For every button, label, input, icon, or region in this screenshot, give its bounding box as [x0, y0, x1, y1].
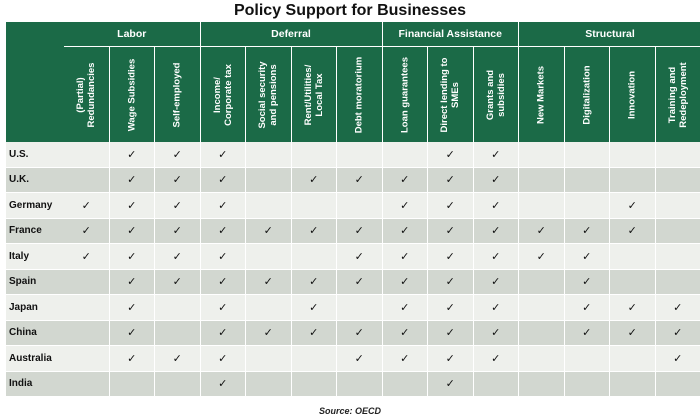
check-mark-cell: ✓ [337, 168, 383, 194]
empty-cell [246, 142, 292, 168]
check-mark-cell: ✓ [383, 168, 429, 194]
check-mark-cell: ✓ [474, 270, 520, 296]
empty-cell [610, 372, 656, 398]
column-header-label: Grants and subsidies [484, 69, 507, 120]
check-mark-cell: ✓ [656, 346, 700, 372]
empty-cell [519, 295, 565, 321]
empty-cell [246, 372, 292, 398]
column-header [428, 46, 474, 142]
check-mark-cell: ✓ [201, 295, 247, 321]
check-mark-cell: ✓ [474, 295, 520, 321]
empty-cell [656, 244, 700, 270]
empty-cell [292, 142, 338, 168]
check-mark-cell: ✓ [201, 168, 247, 194]
empty-cell [610, 270, 656, 296]
check-mark-cell: ✓ [337, 346, 383, 372]
check-mark-cell: ✓ [610, 193, 656, 219]
check-mark-cell: ✓ [474, 244, 520, 270]
table-corner [6, 22, 64, 142]
column-header [519, 46, 565, 142]
empty-cell [565, 346, 611, 372]
column-header-label: Digitalization [581, 64, 593, 125]
check-mark-cell: ✓ [337, 270, 383, 296]
row-header-country: India [6, 372, 64, 398]
check-mark-cell: ✓ [110, 142, 156, 168]
check-mark-cell: ✓ [565, 244, 611, 270]
empty-cell [246, 346, 292, 372]
empty-cell [292, 244, 338, 270]
check-mark-cell: ✓ [155, 346, 201, 372]
check-mark-cell: ✓ [337, 321, 383, 347]
row-header-country: Italy [6, 244, 64, 270]
empty-cell [246, 193, 292, 219]
empty-cell [246, 244, 292, 270]
column-header [337, 46, 383, 142]
check-mark-cell: ✓ [337, 244, 383, 270]
check-mark-cell: ✓ [656, 321, 700, 347]
column-header-label: Innovation [626, 70, 638, 119]
check-mark-cell: ✓ [292, 321, 338, 347]
check-mark-cell: ✓ [337, 219, 383, 245]
column-header-label: Social security and pensions [257, 60, 280, 129]
empty-cell [565, 168, 611, 194]
check-mark-cell: ✓ [155, 244, 201, 270]
check-mark-cell: ✓ [155, 219, 201, 245]
group-header: Deferral [201, 22, 383, 46]
empty-cell [64, 168, 110, 194]
column-header-label: Wage Subsidies [126, 58, 138, 131]
empty-cell [519, 372, 565, 398]
empty-cell [610, 244, 656, 270]
check-mark-cell: ✓ [519, 244, 565, 270]
check-mark-cell: ✓ [383, 193, 429, 219]
check-mark-cell: ✓ [428, 142, 474, 168]
empty-cell [110, 372, 156, 398]
chart-title: Policy Support for Businesses [233, 2, 467, 19]
check-mark-cell: ✓ [383, 295, 429, 321]
check-mark-cell: ✓ [201, 244, 247, 270]
check-mark-cell: ✓ [110, 321, 156, 347]
empty-cell [656, 168, 700, 194]
check-mark-cell: ✓ [428, 193, 474, 219]
column-header [110, 46, 156, 142]
empty-cell [64, 142, 110, 168]
row-header-country: U.S. [6, 142, 64, 168]
row-header-country: China [6, 321, 64, 347]
check-mark-cell: ✓ [201, 321, 247, 347]
empty-cell [519, 346, 565, 372]
empty-cell [656, 142, 700, 168]
empty-cell [337, 193, 383, 219]
check-mark-cell: ✓ [155, 270, 201, 296]
check-mark-cell: ✓ [428, 295, 474, 321]
empty-cell [246, 168, 292, 194]
check-mark-cell: ✓ [428, 168, 474, 194]
column-header [610, 46, 656, 142]
empty-cell [292, 372, 338, 398]
check-mark-cell: ✓ [383, 346, 429, 372]
column-header-label: Training and Redeployment [666, 61, 689, 128]
empty-cell [610, 142, 656, 168]
check-mark-cell: ✓ [292, 219, 338, 245]
check-mark-cell: ✓ [383, 270, 429, 296]
empty-cell [64, 346, 110, 372]
check-mark-cell: ✓ [201, 142, 247, 168]
check-mark-cell: ✓ [110, 219, 156, 245]
empty-cell [383, 142, 429, 168]
empty-cell [519, 321, 565, 347]
column-header-label: Loan guarantees [399, 56, 411, 133]
group-header: Financial Assistance [383, 22, 520, 46]
column-header [383, 46, 429, 142]
row-header-country: Japan [6, 295, 64, 321]
column-header [246, 46, 292, 142]
empty-cell [64, 321, 110, 347]
empty-cell [337, 295, 383, 321]
check-mark-cell: ✓ [201, 372, 247, 398]
column-header-label: Debt moratorium [353, 56, 365, 133]
row-header-country: Germany [6, 193, 64, 219]
column-header-label: Income/ Corporate tax [211, 63, 234, 126]
check-mark-cell: ✓ [474, 168, 520, 194]
row-header-country: Australia [6, 346, 64, 372]
empty-cell [155, 295, 201, 321]
check-mark-cell: ✓ [110, 168, 156, 194]
column-header [201, 46, 247, 142]
empty-cell [656, 219, 700, 245]
check-mark-cell: ✓ [292, 270, 338, 296]
column-header [64, 46, 110, 142]
check-mark-cell: ✓ [428, 270, 474, 296]
check-mark-cell: ✓ [155, 168, 201, 194]
check-mark-cell: ✓ [428, 321, 474, 347]
check-mark-cell: ✓ [565, 295, 611, 321]
column-header [292, 46, 338, 142]
check-mark-cell: ✓ [201, 270, 247, 296]
empty-cell [337, 372, 383, 398]
column-header [155, 46, 201, 142]
column-header-label: New Markets [535, 65, 547, 124]
check-mark-cell: ✓ [64, 244, 110, 270]
group-header: Labor [64, 22, 201, 46]
check-mark-cell: ✓ [519, 219, 565, 245]
empty-cell [656, 372, 700, 398]
check-mark-cell: ✓ [201, 346, 247, 372]
empty-cell [519, 168, 565, 194]
check-mark-cell: ✓ [155, 193, 201, 219]
check-mark-cell: ✓ [383, 321, 429, 347]
column-header [565, 46, 611, 142]
check-mark-cell: ✓ [474, 142, 520, 168]
check-mark-cell: ✓ [246, 321, 292, 347]
empty-cell [155, 372, 201, 398]
check-mark-cell: ✓ [292, 295, 338, 321]
check-mark-cell: ✓ [565, 321, 611, 347]
source-note: Source: OECD [318, 406, 381, 416]
check-mark-cell: ✓ [565, 219, 611, 245]
check-mark-cell: ✓ [383, 244, 429, 270]
check-mark-cell: ✓ [474, 346, 520, 372]
check-mark-cell: ✓ [64, 219, 110, 245]
check-mark-cell: ✓ [110, 244, 156, 270]
check-mark-cell: ✓ [656, 295, 700, 321]
column-header [474, 46, 520, 142]
empty-cell [64, 372, 110, 398]
empty-cell [383, 372, 429, 398]
check-mark-cell: ✓ [110, 270, 156, 296]
check-mark-cell: ✓ [428, 346, 474, 372]
check-mark-cell: ✓ [474, 321, 520, 347]
check-mark-cell: ✓ [428, 372, 474, 398]
empty-cell [292, 193, 338, 219]
check-mark-cell: ✓ [428, 219, 474, 245]
check-mark-cell: ✓ [383, 219, 429, 245]
empty-cell [64, 270, 110, 296]
check-mark-cell: ✓ [110, 193, 156, 219]
column-header-label: Self-employed [171, 62, 183, 127]
check-mark-cell: ✓ [201, 219, 247, 245]
check-mark-cell: ✓ [610, 295, 656, 321]
empty-cell [610, 168, 656, 194]
check-mark-cell: ✓ [610, 219, 656, 245]
column-header-label: Direct lending to SMEs [439, 57, 462, 132]
check-mark-cell: ✓ [246, 270, 292, 296]
check-mark-cell: ✓ [201, 193, 247, 219]
row-header-country: U.K. [6, 168, 64, 194]
empty-cell [337, 142, 383, 168]
check-mark-cell: ✓ [110, 346, 156, 372]
group-header: Structural [519, 22, 700, 46]
check-mark-cell: ✓ [565, 270, 611, 296]
check-mark-cell: ✓ [474, 193, 520, 219]
check-mark-cell: ✓ [292, 168, 338, 194]
check-mark-cell: ✓ [246, 219, 292, 245]
empty-cell [474, 372, 520, 398]
empty-cell [246, 295, 292, 321]
empty-cell [656, 193, 700, 219]
policy-table [6, 22, 700, 397]
check-mark-cell: ✓ [428, 244, 474, 270]
column-header-label: Rent/Utilities/ Local Tax [302, 64, 325, 125]
check-mark-cell: ✓ [155, 142, 201, 168]
check-mark-cell: ✓ [474, 219, 520, 245]
empty-cell [565, 193, 611, 219]
empty-cell [656, 270, 700, 296]
empty-cell [292, 346, 338, 372]
column-header-label: (Partial) Redundancies [75, 62, 98, 127]
column-header [656, 46, 700, 142]
empty-cell [610, 346, 656, 372]
empty-cell [519, 270, 565, 296]
check-mark-cell: ✓ [110, 295, 156, 321]
empty-cell [565, 142, 611, 168]
row-header-country: France [6, 219, 64, 245]
empty-cell [519, 193, 565, 219]
row-header-country: Spain [6, 270, 64, 296]
check-mark-cell: ✓ [64, 193, 110, 219]
check-mark-cell: ✓ [610, 321, 656, 347]
empty-cell [155, 321, 201, 347]
empty-cell [565, 372, 611, 398]
empty-cell [519, 142, 565, 168]
empty-cell [64, 295, 110, 321]
